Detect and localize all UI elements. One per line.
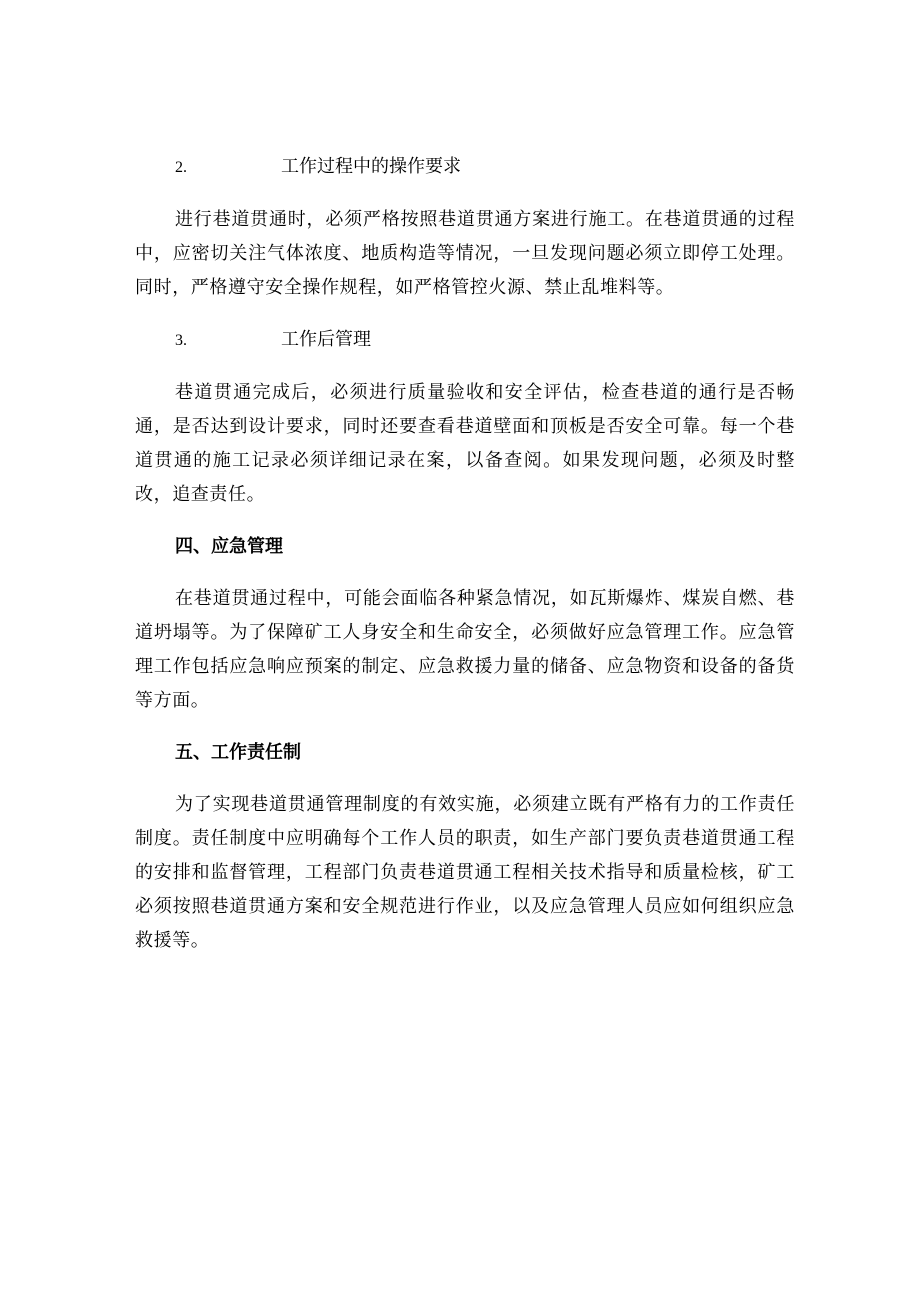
heading-responsibility-system: 五、工作责任制 — [175, 742, 301, 763]
section-3-paragraph: 巷道贯通完成后，必须进行质量验收和安全评估，检查巷道的通行是否畅通，是否达到设计要求，同时还要查看巷道壁面和顶板是否安全可靠。每一个巷道贯通的施工记录必须详细记录在案，以备查阅。如果发现问题，必须及时整改，追查责任。 — [135, 382, 795, 505]
section-2-title: 工作过程中的操作要求 — [281, 156, 461, 177]
section-2-number: 2. — [175, 159, 187, 176]
section-3-title: 工作后管理 — [281, 329, 371, 350]
section-3-heading — [135, 323, 795, 358]
heading-emergency-management: 四、应急管理 — [175, 536, 283, 557]
document-body — [135, 150, 795, 976]
responsibility-system-paragraph: 为了实现巷道贯通管理制度的有效实施，必须建立既有严格有力的工作责任制度。责任制度中应明确每个工作人员的职责，如生产部门要负责巷道贯通工程的安排和监督管理，工程部门负责巷道贯通工程相关技术指导和质量检核，矿工必须按照巷道贯通方案和安全规范进行作业，以及应急管理人员应如何组织应急救援等。 — [135, 794, 795, 951]
section-2-heading — [135, 150, 795, 185]
section-3-number: 3. — [175, 332, 187, 349]
emergency-management-paragraph: 在巷道贯通过程中，可能会面临各种紧急情况，如瓦斯爆炸、煤炭自燃、巷道坍塌等。为了保障矿工人身安全和生命安全，必须做好应急管理工作。应急管理工作包括应急响应预案的制定、应急救援力量的储备、应急物资和设备的备货等方面。 — [135, 588, 795, 711]
section-2-paragraph: 进行巷道贯通时，必须严格按照巷道贯通方案进行施工。在巷道贯通的过程中，应密切关注气体浓度、地质构造等情况，一旦发现问题必须立即停工处理。同时，严格遵守安全操作规程，如严格管控火源、禁止乱堆料等。 — [135, 209, 795, 298]
